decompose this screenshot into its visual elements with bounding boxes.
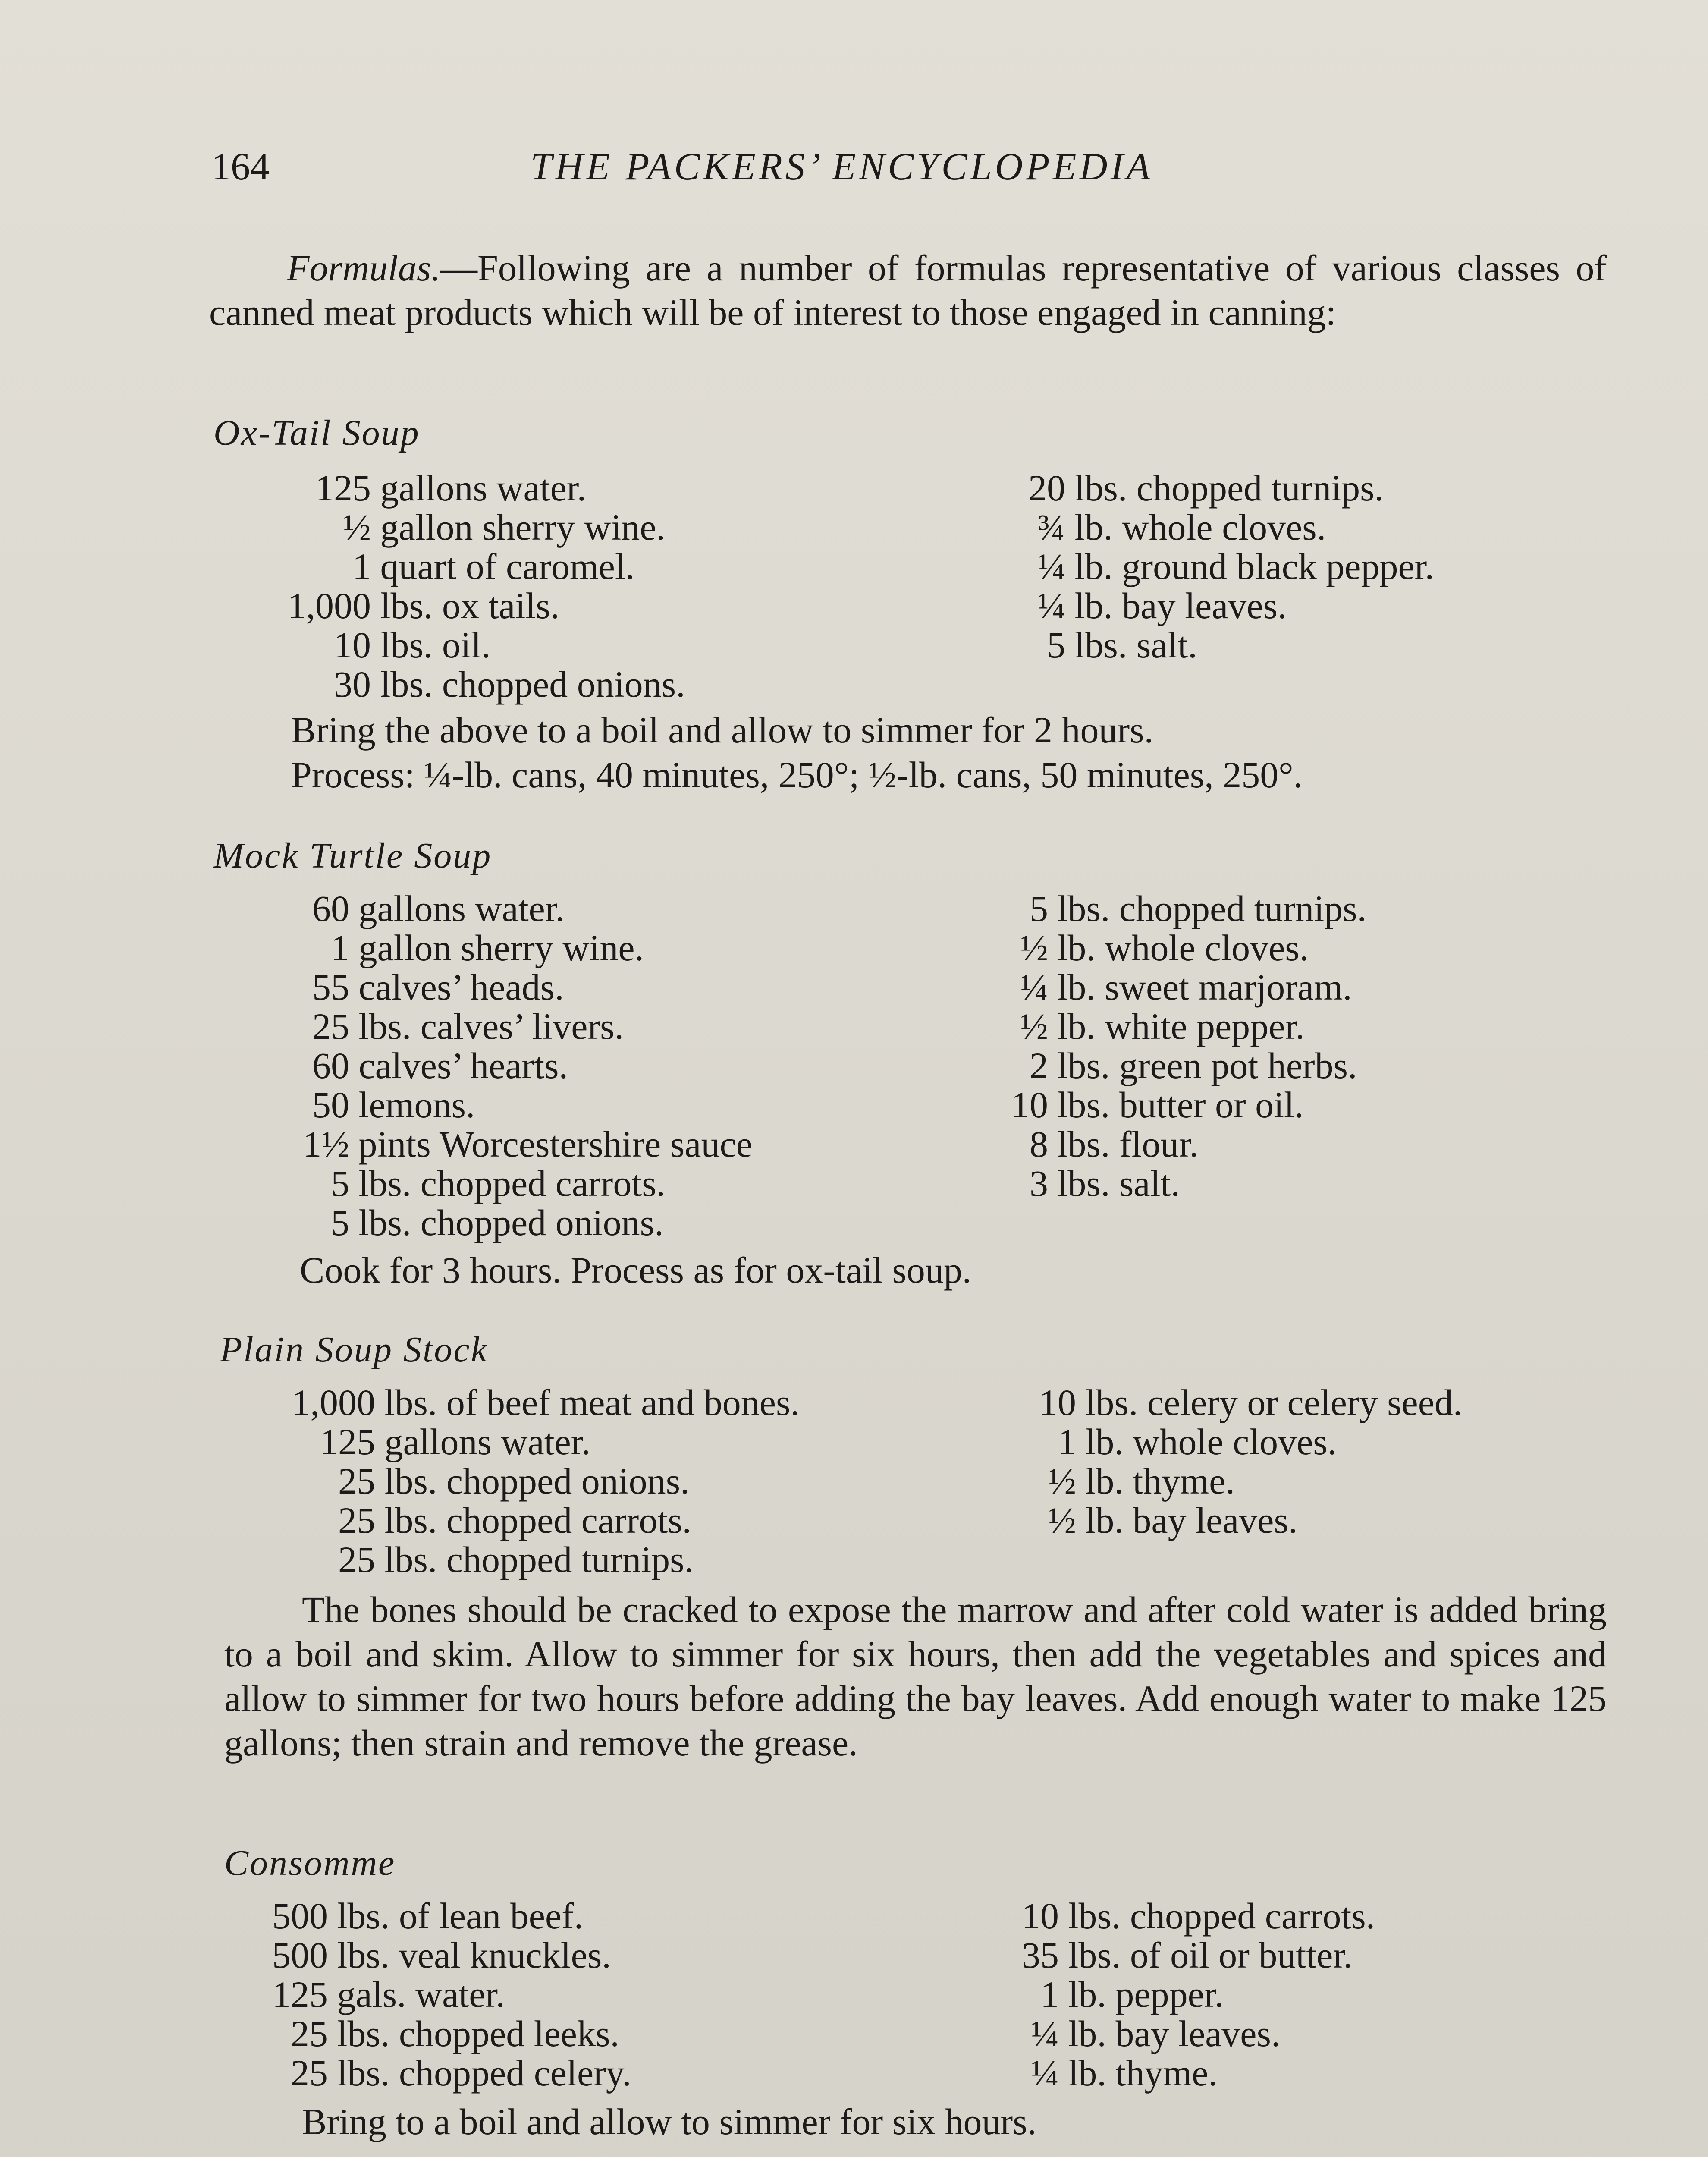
ingredient-text: lbs. celery or celery seed. [1085, 1382, 1463, 1423]
ingredient-text: lbs. chopped turnips. [384, 1539, 694, 1580]
ingredient-qty: ¼ [1020, 966, 1048, 1008]
ingredient-text: lbs. of oil or butter. [1068, 1934, 1353, 1976]
ingredient-qty: 1 [331, 927, 349, 968]
ingredient-text: gallons water. [358, 888, 565, 929]
ingredient-text: lb. ground black pepper. [1074, 546, 1435, 587]
ingredient-qty: 60 [312, 888, 349, 929]
ingredient-line [246, 1422, 590, 1462]
mock-turtle-note: Cook for 3 hours. Process as for ox-tail soup. [300, 1249, 972, 1291]
ingredient-qty: ¼ [1031, 2052, 1059, 2094]
ingredient-text: lbs. chopped carrots. [384, 1500, 692, 1541]
ingredient-line [962, 967, 1352, 1007]
ingredient-qty: 25 [338, 1500, 375, 1541]
ingredient-qty: 500 [272, 1895, 328, 1937]
ingredient-line [259, 2053, 631, 2093]
ingredient-line [242, 1203, 664, 1242]
ingredient-qty: 1 [1058, 1421, 1076, 1462]
mock-turtle-title: Mock Turtle Soup [214, 836, 492, 876]
ingredient-line [962, 1085, 1303, 1125]
ingredient-text: lbs. chopped turnips. [1057, 888, 1367, 929]
ingredient-text: lbs. oil. [380, 624, 491, 666]
ingredient-line [962, 1046, 1357, 1085]
ingredient-qty: 35 [1022, 1934, 1059, 1976]
ingredient-text: lb. whole cloves. [1057, 927, 1309, 968]
ingredient-line [246, 1540, 694, 1579]
ingredient-line [988, 625, 1197, 665]
ingredient-text: lbs. chopped leeks. [337, 2013, 619, 2054]
ingredient-text: calves’ heads. [358, 966, 564, 1008]
ingredient-text: lbs. veal knuckles. [337, 1934, 611, 1976]
ingredient-text: lbs. chopped onions. [358, 1202, 664, 1243]
ingredient-text: lbs. chopped onions. [380, 663, 685, 705]
ingredient-line [242, 1046, 568, 1085]
ingredient-qty: ½ [1020, 927, 1048, 968]
ingredient-qty: ½ [1048, 1500, 1076, 1541]
ingredient-line [988, 468, 1384, 508]
ingredient-line [973, 1461, 1235, 1501]
ingredient-qty: 5 [331, 1202, 349, 1243]
ingredient-line [242, 967, 564, 1007]
ingredient-line [962, 1163, 1180, 1203]
ingredient-line [988, 547, 1434, 586]
ingredient-line [242, 1124, 753, 1164]
ingredient-line [246, 1383, 800, 1422]
ingredient-text: gallon sherry wine. [380, 506, 666, 548]
ingredient-qty: 1 [1040, 1974, 1059, 2015]
ingredient-line [242, 625, 490, 665]
ingredient-qty: 2 [1030, 1045, 1048, 1086]
ingredient-line [973, 1896, 1375, 1936]
ingredient-line [962, 1124, 1199, 1164]
ingredient-text: lbs. salt. [1074, 624, 1197, 666]
ingredient-line [259, 2014, 619, 2053]
ingredient-text: lbs. calves’ livers. [358, 1006, 624, 1047]
ingredient-qty: 1 [352, 546, 371, 587]
ingredient-line [246, 1500, 691, 1540]
ingredient-text: lb. thyme. [1085, 1460, 1235, 1502]
ingredient-line [973, 1500, 1297, 1540]
ingredient-text: lbs. chopped turnips. [1074, 467, 1384, 509]
ingredient-qty: 3 [1030, 1163, 1048, 1204]
ingredient-qty: 30 [334, 663, 371, 705]
ingredient-text: lbs. chopped onions. [384, 1460, 690, 1502]
ingredient-qty: 25 [291, 2052, 328, 2094]
ingredient-text: lbs. chopped carrots. [1068, 1895, 1375, 1937]
ingredient-qty: 1,000 [292, 1382, 375, 1423]
ingredient-qty: 1,000 [287, 585, 371, 626]
ingredient-line [973, 1422, 1337, 1462]
ingredient-line [973, 1935, 1353, 1975]
ingredient-qty: ¼ [1031, 2013, 1059, 2054]
ingredient-text: lb. bay leaves. [1068, 2013, 1281, 2054]
ingredient-qty: 8 [1030, 1123, 1048, 1165]
ingredient-text: lb. bay leaves. [1074, 585, 1287, 626]
ingredient-line [259, 1896, 583, 1936]
ingredient-qty: 125 [315, 467, 371, 509]
ingredient-text: calves’ hearts. [358, 1045, 568, 1086]
ingredient-line [242, 586, 559, 626]
ingredient-line [973, 1975, 1224, 2014]
ingredient-qty: 500 [272, 1934, 328, 1976]
ingredient-line [962, 889, 1366, 928]
ingredient-qty: 125 [320, 1421, 375, 1462]
ingredient-text: lbs. green pot herbs. [1057, 1045, 1357, 1086]
ingredient-text: lb. sweet marjoram. [1057, 966, 1352, 1008]
ingredient-text: lemons. [358, 1084, 475, 1126]
ingredient-line [242, 468, 586, 508]
ingredient-text: lb. whole cloves. [1085, 1421, 1337, 1462]
ingredient-line [246, 1461, 690, 1501]
ingredient-line [962, 1006, 1305, 1046]
ingredient-line [973, 1383, 1462, 1422]
ingredient-line [242, 889, 565, 928]
ingredient-line [242, 1085, 475, 1125]
running-title: THE PACKERS’ ENCYCLOPEDIA [531, 145, 1153, 188]
ingredient-line [242, 1163, 666, 1203]
ingredient-text: lbs. of lean beef. [337, 1895, 584, 1937]
page-number: 164 [211, 145, 270, 188]
ingredient-text: lb. whole cloves. [1074, 506, 1326, 548]
ingredient-qty: 25 [338, 1460, 375, 1502]
ingredient-text: lbs. ox tails. [380, 585, 560, 626]
ingredient-qty: 5 [1030, 888, 1048, 929]
ox-tail-note: Bring the above to a boil and allow to simmer for 2 hours. [291, 709, 1154, 751]
ingredient-line [242, 664, 685, 704]
ingredient-qty: ½ [343, 506, 371, 548]
ingredient-text: lbs. of beef meat and bones. [384, 1382, 800, 1423]
ingredient-qty: 10 [334, 624, 371, 666]
ingredient-line [242, 928, 644, 968]
ingredient-qty: 25 [338, 1539, 375, 1580]
ingredient-qty: 125 [272, 1974, 328, 2015]
ingredient-qty: 5 [1047, 624, 1065, 666]
ingredient-line [259, 1935, 611, 1975]
ingredient-qty: ¼ [1037, 585, 1065, 626]
ingredient-line [973, 2014, 1280, 2053]
ingredient-line [242, 547, 634, 586]
ingredient-text: lbs. butter or oil. [1057, 1084, 1304, 1126]
ingredient-line [259, 1975, 505, 2014]
ingredient-text: gallons water. [384, 1421, 591, 1462]
ingredient-line [962, 928, 1309, 968]
ingredient-qty: 5 [331, 1163, 349, 1204]
ingredient-line [988, 507, 1326, 547]
plain-stock-note: The bones should be cracked to expose the marrow and after cold water is added bring to a boil and skim. Allow to simmer for six hours, then add the vegetables and spices and allow to simmer for two hours before adding the bay leaves. Add enough water to make 125 gallons; then strain and remove the grease. [224, 1589, 1607, 1764]
ingredient-qty: 25 [291, 2013, 328, 2054]
ox-tail-title: Ox-Tail Soup [214, 413, 420, 453]
intro-lead: Formulas. [287, 247, 440, 289]
ingredient-line [988, 586, 1287, 626]
intro-text: —Following are a number of formulas representative of various classes of canned meat products which will be of interest to those engaged in canning: [209, 247, 1607, 333]
ingredient-qty: 25 [312, 1006, 349, 1047]
ingredient-text: lbs. flour. [1057, 1123, 1199, 1165]
ingredient-qty: 10 [1039, 1382, 1076, 1423]
intro-paragraph [209, 246, 1607, 335]
ingredient-qty: 60 [312, 1045, 349, 1086]
ingredient-text: lbs. salt. [1057, 1163, 1180, 1204]
ingredient-text: gals. water. [337, 1974, 505, 2015]
ingredient-text: gallon sherry wine. [358, 927, 644, 968]
ingredient-text: pints Worcestershire sauce [358, 1123, 753, 1165]
ingredient-text: quart of caromel. [380, 546, 635, 587]
ingredient-qty: 1½ [303, 1123, 349, 1165]
consomme-note: Bring to a boil and allow to simmer for six hours. [302, 2101, 1037, 2142]
ingredient-line [242, 1006, 624, 1046]
ox-tail-process: Process: ¼-lb. cans, 40 minutes, 250°; ½-lb. cans, 50 minutes, 250°. [291, 754, 1303, 796]
ingredient-qty: 20 [1028, 467, 1065, 509]
ingredient-qty: 10 [1011, 1084, 1048, 1126]
ingredient-text: lb. bay leaves. [1085, 1500, 1298, 1541]
ingredient-qty: 10 [1022, 1895, 1059, 1937]
ingredient-text: lb. thyme. [1068, 2052, 1218, 2094]
ingredient-qty: 50 [312, 1084, 349, 1126]
ingredient-qty: ½ [1048, 1460, 1076, 1502]
ingredient-line [242, 507, 666, 547]
plain-stock-title: Plain Soup Stock [220, 1330, 488, 1370]
ingredient-text: lb. white pepper. [1057, 1006, 1305, 1047]
ingredient-qty: ¼ [1037, 546, 1065, 587]
ingredient-qty: ¾ [1037, 506, 1065, 548]
ingredient-text: lb. pepper. [1068, 1974, 1224, 2015]
ingredient-text: lbs. chopped celery. [337, 2052, 631, 2094]
ingredient-text: gallons water. [380, 467, 587, 509]
ingredient-qty: ½ [1020, 1006, 1048, 1047]
ingredient-qty: 55 [312, 966, 349, 1008]
ingredient-text: lbs. chopped carrots. [358, 1163, 666, 1204]
ingredient-line [973, 2053, 1218, 2093]
consomme-title: Consomme [224, 1843, 396, 1883]
